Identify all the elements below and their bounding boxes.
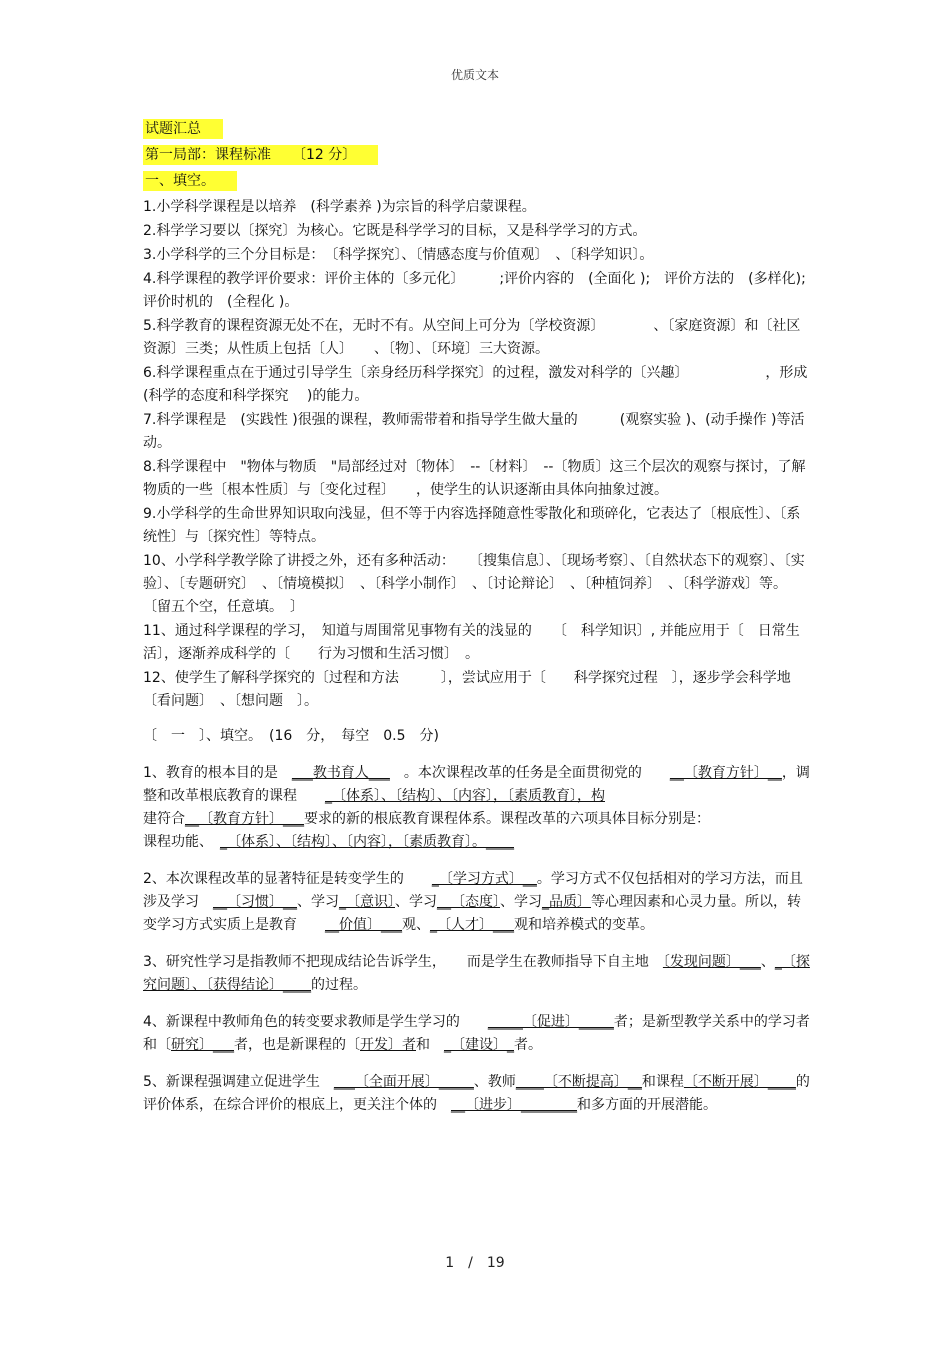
item-1: 1.小学科学课程是以培养 (科学素养 )为宗旨的科学启蒙课程。 bbox=[143, 199, 536, 215]
section-title: 一、填空。 bbox=[143, 171, 237, 191]
q2-text-g: 、学习 bbox=[395, 894, 437, 910]
q1-text-j: 课程功能、 bbox=[143, 834, 220, 850]
q5-answer-3: 〔不断开展〕____ bbox=[683, 1074, 796, 1090]
q2-text-c: 。学习方式不仅包括相对的学习方法，而且涉及学习 bbox=[143, 871, 803, 910]
item-7: 7.科学课程是 (实践性 )很强的课程，教师需带着和指导学生做大量的 (观察实验 )、(动手操作 )等活动。 bbox=[143, 412, 805, 451]
item-12: 12、使学生了解科学探究的〔过程和方法 〕，尝试应用于〔 科学探究过程 〕，逐步学会科学地〔看问题〕 、〔想问题 〕。 bbox=[143, 670, 791, 709]
q4-text-i: 者。 bbox=[514, 1037, 542, 1053]
title-block-3 bbox=[143, 170, 237, 191]
question-4 bbox=[143, 1011, 813, 1057]
q1-text-e: ，调整和改革根底教育的课程 bbox=[143, 765, 810, 804]
q4-text-g: 和 bbox=[416, 1037, 444, 1053]
page-header: 优质文本 bbox=[450, 68, 499, 82]
section-2-title: 〔 一 〕、填空。 (16 分， 每空 0.5 分) bbox=[143, 728, 440, 744]
question-3 bbox=[143, 951, 813, 997]
q4-text-c: 者；是新型教学关系中的学习者和〔 bbox=[143, 1014, 810, 1053]
document-title: 试题汇总 bbox=[143, 119, 223, 139]
question-5 bbox=[143, 1071, 813, 1117]
q3-answer-2: _〔探究问题〕、〔获得结论〕____ bbox=[143, 954, 810, 993]
q5-text-c: 、教师 bbox=[473, 1074, 516, 1090]
q1-answer-2: __〔教育方针〕__ bbox=[669, 765, 782, 781]
q2-text-m: 观、 bbox=[402, 917, 430, 933]
q5-answer-1: ___〔全面开展〕_____ bbox=[333, 1074, 474, 1090]
q1-answer-1: ___教书育人___ bbox=[291, 765, 390, 781]
item-4: 4.科学课程的教学评价要求：评价主体的〔多元化〕 ;评价内容的 (全面化 ); 评价方法的 (多样化);评价时机的 (全程化 )。 bbox=[143, 271, 806, 310]
q3-text-a: 3、研究性学习是指教师不把现成结论告诉学生， 而是学生在教师指导下自主地 bbox=[143, 954, 663, 970]
q2-answer-4: __〔态度〕 bbox=[437, 894, 500, 910]
q5-answer-2: ____〔不断提高〕__ bbox=[515, 1074, 642, 1090]
q2-text-a: 2、本次课程改革的显著特征是转变学生的 bbox=[143, 871, 432, 887]
title-block-2 bbox=[143, 144, 378, 165]
q1-text-g: 建符合 bbox=[143, 811, 185, 827]
q5-answer-4: __〔进步〕________ bbox=[451, 1097, 577, 1113]
q4-answer-3: 开发〕者 bbox=[360, 1037, 416, 1053]
part-title: 第一局部：课程标准 〔12 分〕 bbox=[143, 145, 378, 165]
item-10: 10、小学科学教学除了讲授之外，还有多种活动： 〔搜集信息〕、〔现场考察〕、〔自然状态下的观察〕、〔实验〕、〔专题研究〕 、〔情境模拟〕 、〔科学小制作〕 、〔讨论辩论〕 、〔种植饲养〕 、〔科学游戏〕等。 〔留五个空，任意填。 〕 bbox=[143, 553, 805, 615]
q4-answer-1: _____〔促进〕_____ bbox=[487, 1014, 614, 1030]
q5-text-e: 和课程 bbox=[641, 1074, 684, 1090]
q1-text-i: 要求的新的根底教育课程体系。课程改革的六项具体目标分别是： bbox=[304, 811, 710, 827]
q4-text-e: 者，也是新课程的〔 bbox=[234, 1037, 360, 1053]
q2-answer-2: __〔习惯〕__ bbox=[213, 894, 297, 910]
q5-text-i: 和多方面的开展潜能。 bbox=[577, 1097, 717, 1113]
q2-answer-5: _品质〕 bbox=[542, 894, 591, 910]
question-2 bbox=[143, 868, 813, 937]
item-11: 11、通过科学课程的学习， 知道与周围常见事物有关的浅显的 〔 科学知识〕, 并能应用于〔 日常生活〕，逐渐养成科学的〔 行为习惯和生活习惯〕 。 bbox=[143, 623, 800, 662]
question-1 bbox=[143, 762, 813, 854]
q2-answer-7: _〔人才〕___ bbox=[430, 917, 514, 933]
q4-answer-4: _〔建设〕_ bbox=[444, 1037, 514, 1053]
q2-text-o: 观和培养模式的变革。 bbox=[514, 917, 654, 933]
content bbox=[143, 196, 813, 1118]
q3-text-c: 、 bbox=[760, 954, 775, 970]
item-2: 2.科学学习要以〔探究〕为核心。它既是科学学习的目标，又是科学学习的方式。 bbox=[143, 223, 647, 239]
q2-text-i: 、学习 bbox=[500, 894, 542, 910]
q4-answer-2: 研究〕___ bbox=[171, 1037, 234, 1053]
q2-answer-1: _〔学习方式〕__ bbox=[431, 871, 537, 887]
q2-answer-6: __价值〕___ bbox=[325, 917, 402, 933]
q2-text-k: 等心理因素和心灵力量。所以，转变学习方式实质上是教育 bbox=[143, 894, 801, 933]
q4-text-a: 4、新课程中教师角色的转变要求教师是学生学习的 bbox=[143, 1014, 488, 1030]
q1-answer-4: __〔教育方针〕___ bbox=[185, 811, 304, 827]
title-block-1 bbox=[143, 118, 223, 139]
q1-answer-3: _〔体系〕、〔结构〕、〔内容〕，〔素质教育〕，构 bbox=[325, 788, 605, 804]
item-6: 6.科学课程重点在于通过引导学生〔亲身经历科学探究〕的过程，激发对科学的〔兴趣〕 ，形成 (科学的态度和科学探究 )的能力。 bbox=[143, 365, 812, 404]
q1-text-a: 1、教育的根本目的是 bbox=[143, 765, 292, 781]
q3-text-e: 的过程。 bbox=[311, 977, 367, 993]
q5-text-a: 5、新课程强调建立促进学生 bbox=[143, 1074, 334, 1090]
q2-text-e: 、学习 bbox=[297, 894, 339, 910]
q3-answer-1: 〔发现问题〕___ bbox=[662, 954, 761, 970]
page-number: 1 / 19 bbox=[445, 1255, 505, 1271]
item-5: 5.科学教育的课程资源无处不在，无时不有。从空间上可分为〔学校资源〕 、〔家庭资源〕和〔社区资源〕三类；从性质上包括〔人〕 、〔物〕、〔环境〕三大资源。 bbox=[143, 318, 801, 357]
q1-answer-5: _〔体系〕、〔结构〕、〔内容〕，〔素质教育〕。____ bbox=[220, 834, 514, 850]
q5-text-g: 的评价体系，在综合评价的根底上，更关注个体的 bbox=[143, 1074, 810, 1113]
item-3: 3.小学科学的三个分目标是： 〔科学探究〕、〔情感态度与价值观〕 、〔科学知识〕。 bbox=[143, 247, 654, 263]
item-8: 8.科学课程中 "物体与物质 "局部经过对〔物体〕 --〔材料〕 --〔物质〕这三个层次的观察与探讨，了解物质的一些〔根本性质〕与〔变化过程〕 ，使学生的认识逐渐由具体向抽象过渡。 bbox=[143, 459, 806, 498]
q2-answer-3: _〔意识〕 bbox=[339, 894, 395, 910]
q1-text-c: 。本次课程改革的任务是全面贯彻党的 bbox=[389, 765, 670, 781]
item-9: 9.小学科学的生命世界知识取向浅显，但不等于内容选择随意性零散化和琐碎化，它表达了〔根底性〕、〔系统性〕与〔探究性〕等特点。 bbox=[143, 506, 801, 545]
